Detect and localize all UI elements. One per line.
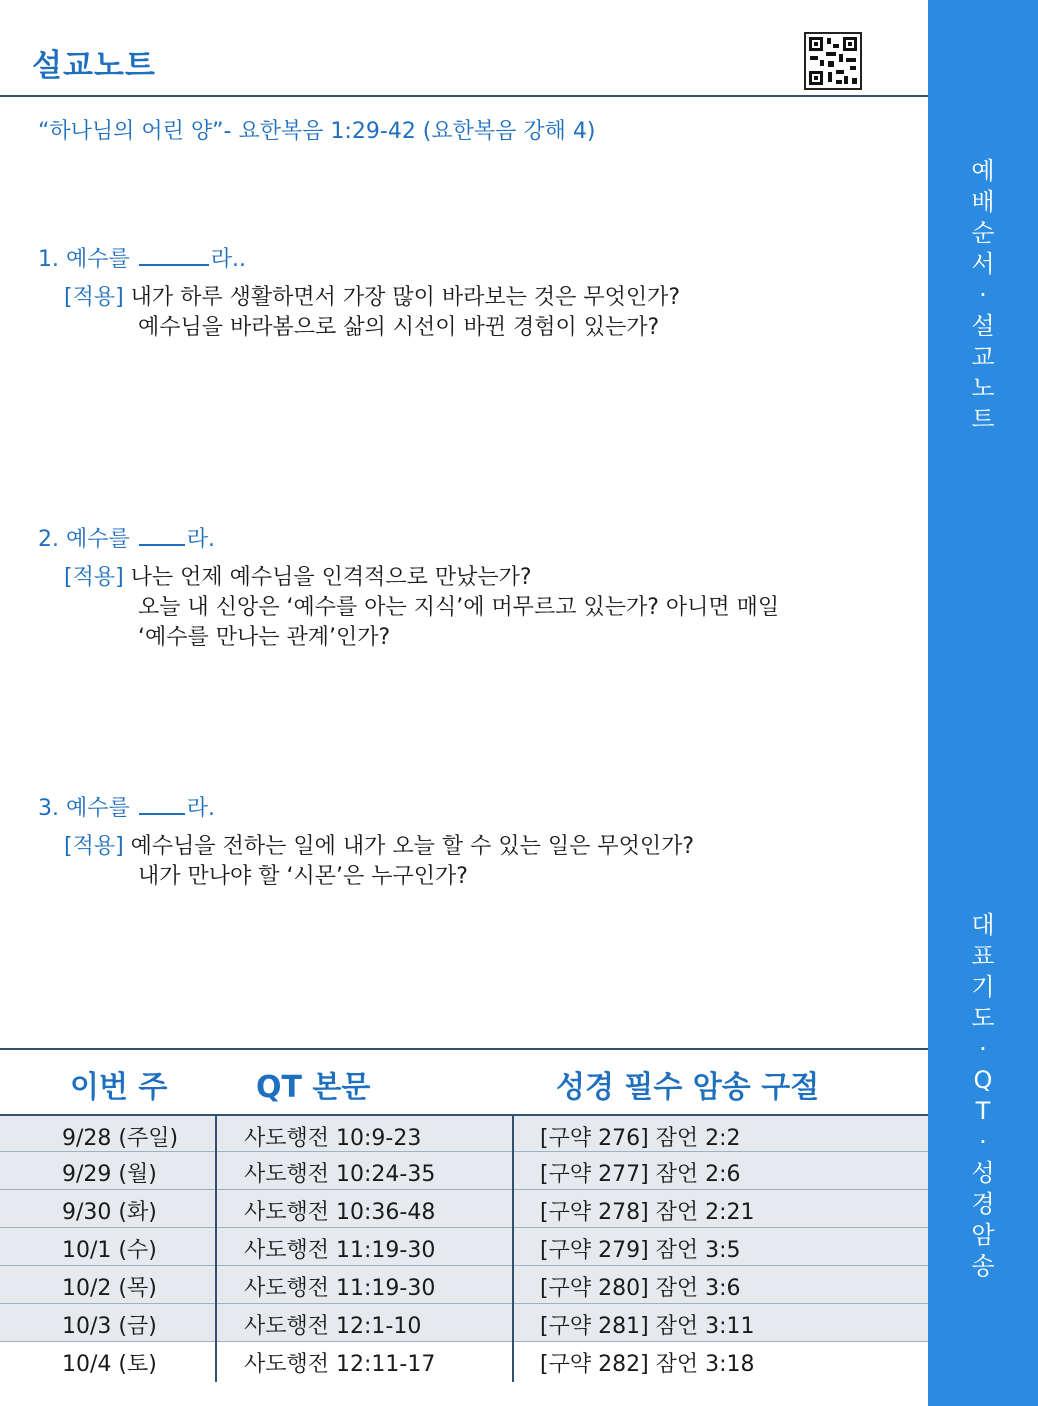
apply-question: 오늘 내 신앙은 ‘예수를 아는 지식’에 머무르고 있는가? 아니면 매일 [138,595,780,620]
sidebar-char: 배 [971,188,995,216]
cell-verse: [구약 277] 잠언 2:6 [540,1162,741,1187]
cell-date: 10/4 (토) [62,1352,157,1377]
sidebar-char: 암 [971,1221,995,1249]
sidebar-char: Q [973,1066,993,1094]
sidebar-char: 대 [971,911,995,939]
column-divider [512,1114,514,1382]
sidebar-char: 교 [971,343,995,371]
apply-question: 예수님을 바라봄으로 삶의 시선이 바뀐 경험이 있는가? [138,315,660,340]
sidebar-char: 예 [971,157,995,185]
apply-question: 내가 하루 생활하면서 가장 많이 바라보는 것은 무엇인가? [130,285,681,310]
sidebar-char: 순 [971,219,995,247]
qr-code-icon[interactable] [804,32,862,90]
sidebar-char: · [979,1128,987,1156]
point-prefix: 2. 예수를 [38,527,137,552]
column-header-week: 이번 주 [70,1070,168,1105]
point-3-application [64,832,694,892]
table-row [0,1304,928,1342]
point-2-heading [38,522,215,553]
page-title: 설교노트 [32,48,156,84]
point-suffix: 라.. [210,247,246,272]
sidebar-char: 경 [971,1190,995,1218]
cell-verse: [구약 278] 잠언 2:21 [540,1200,755,1225]
apply-question: 예수님을 전하는 일에 내가 오늘 할 수 있는 일은 무엇인가? [130,834,695,859]
sidebar-label-order-of-service[interactable] [928,156,1038,435]
cell-verse: [구약 282] 잠언 3:18 [540,1352,755,1377]
point-3-heading [38,791,215,822]
cell-qt: 사도행전 10:24-35 [244,1162,436,1187]
sidebar-char: 기 [971,973,995,1001]
point-2-application [64,563,779,653]
sidebar-char: · [979,281,987,309]
cell-qt: 사도행전 10:9-23 [244,1126,422,1151]
column-header-memory-verse: 성경 필수 암송 구절 [556,1070,820,1105]
apply-question: 내가 만나야 할 ‘시몬’은 누구인가? [138,864,468,889]
apply-question: ‘예수를 만나는 관계’인가? [138,625,391,650]
point-prefix: 1. 예수를 [38,247,137,272]
table-row [0,1266,928,1304]
fill-in-blank [139,246,209,266]
table-row [0,1114,928,1152]
point-1-application [64,283,680,343]
page-header [0,0,928,97]
cell-date: 10/1 (수) [62,1238,157,1263]
sermon-title: “하나님의 어린 양”- 요한복음 1:29-42 (요한복음 강해 4) [38,119,596,144]
sidebar-char: 설 [971,312,995,340]
point-prefix: 3. 예수를 [38,796,137,821]
cell-qt: 사도행전 11:19-30 [244,1238,436,1263]
point-1-heading [38,242,246,273]
apply-tag: [적용] [64,565,124,590]
sidebar-char: 노 [971,374,995,402]
sidebar-char: 서 [971,250,995,278]
cell-verse: [구약 279] 잠언 3:5 [540,1238,741,1263]
cell-date: 9/30 (화) [62,1200,157,1225]
sidebar-char: · [979,1035,987,1063]
cell-date: 9/28 (주일) [62,1126,179,1151]
table-top-rule [0,1048,928,1050]
cell-date: 10/3 (금) [62,1314,157,1339]
table-row [0,1190,928,1228]
cell-date: 10/2 (목) [62,1276,157,1301]
point-suffix: 라. [186,796,215,821]
sidebar-char: T [975,1097,991,1125]
section-sidebar [928,0,1038,1406]
sidebar-char: 표 [971,942,995,970]
sidebar-label-prayer-qt[interactable] [928,910,1038,1282]
cell-qt: 사도행전 12:11-17 [244,1352,436,1377]
apply-question: 나는 언제 예수님을 인격적으로 만났는가? [130,565,532,590]
cell-qt: 사도행전 12:1-10 [244,1314,422,1339]
cell-date: 9/29 (월) [62,1162,157,1187]
table-row [0,1228,928,1266]
sidebar-char: 송 [971,1252,995,1280]
fill-in-blank [139,526,185,546]
sidebar-char: 트 [971,405,995,433]
fill-in-blank [139,795,185,815]
cell-verse: [구약 276] 잠언 2:2 [540,1126,741,1151]
cell-verse: [구약 281] 잠언 3:11 [540,1314,755,1339]
cell-verse: [구약 280] 잠언 3:6 [540,1276,741,1301]
sidebar-char: 성 [971,1159,995,1187]
apply-tag: [적용] [64,834,124,859]
point-suffix: 라. [186,527,215,552]
cell-qt: 사도행전 11:19-30 [244,1276,436,1301]
column-header-qt: QT 본문 [256,1070,371,1105]
sidebar-char: 도 [971,1004,995,1032]
table-row [0,1342,928,1382]
cell-qt: 사도행전 10:36-48 [244,1200,436,1225]
apply-tag: [적용] [64,285,124,310]
table-row [0,1152,928,1190]
column-divider [215,1114,217,1382]
